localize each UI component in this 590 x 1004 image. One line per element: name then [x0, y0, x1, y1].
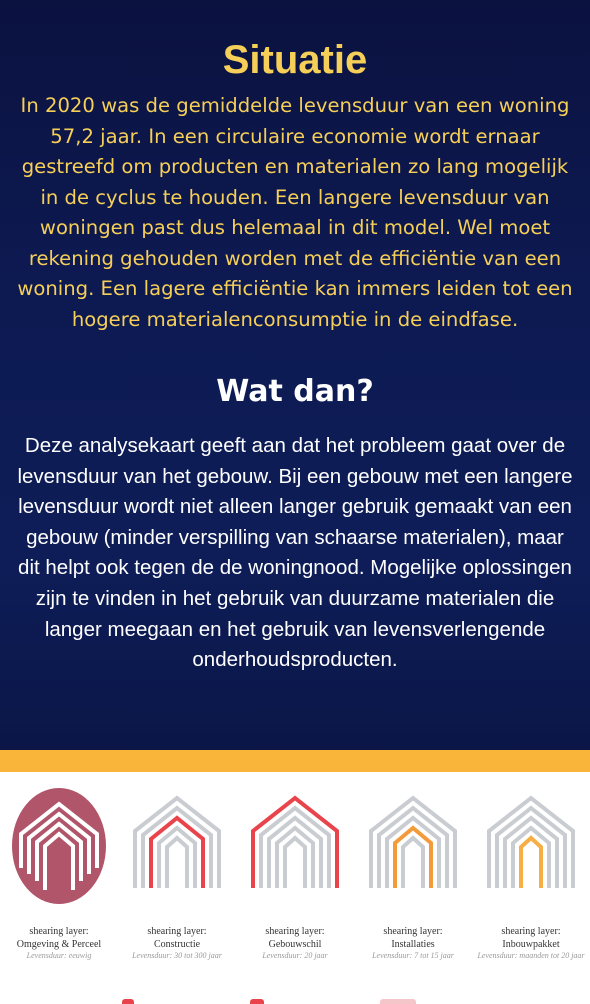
layer-name: Installaties [391, 939, 435, 950]
layer-lifespan: Levensduur: 20 jaar [262, 951, 328, 960]
house-layers-services-icon [363, 786, 463, 906]
shearing-layer-omgeving [0, 786, 118, 961]
wat-dan-paragraph: Deze analysekaart geeft aan dat het probleem gaat over de levensduur van het gebouw. Bij een gebouw met een langere levensduur wordt niet alleen langer gebruik gemaakt van een gebouw (minder verspilling van schaarse materialen), maar dit helpt ook tegen de de woningnood. Mogelijke oplossingen zijn te vinden in het gebruik van duurzame materialen die langer meegaan en het gebruik van levensverlengende onderhoudsproducten. [17, 434, 573, 672]
layer-caption: shearing layer: [383, 926, 443, 937]
bottom-decoration [0, 996, 590, 1004]
shearing-layer-inbouwpakket [472, 786, 590, 961]
house-layers-structure-icon [127, 786, 227, 906]
layer-lifespan: Levensduur: 30 tot 300 jaar [132, 951, 222, 960]
decor-mark [380, 999, 416, 1004]
layer-caption: shearing layer: [265, 926, 325, 937]
house-layers-space-plan-icon [481, 786, 581, 906]
house-layers-site-icon [9, 786, 109, 906]
situatie-paragraph: In 2020 was de gemiddelde levensduur van een woning 57,2 jaar. In een circulaire economie wordt ernaar gestreefd om producten en materialen zo lang mogelijk in de cyclus te houden. Een langere levensduur van woningen past dus helemaal in dit model. Wel moet rekening gehouden worden met de efficiëntie van een woning. Een lagere efficiëntie kan immers leiden tot een hogere materialenconsumptie in de eindfase. [17, 94, 573, 331]
layer-lifespan: Levensduur: maanden tot 20 jaar [477, 951, 585, 960]
situatie-title: Situatie [222, 38, 368, 82]
shearing-layer-constructie [118, 786, 236, 961]
shearing-layer-installaties [354, 786, 472, 961]
layer-name: Omgeving & Perceel [16, 939, 102, 950]
layer-name: Constructie [153, 939, 201, 950]
layer-name: Inbouwpakket [502, 939, 560, 950]
layer-caption: shearing layer: [501, 926, 561, 937]
layer-caption: shearing layer: [29, 926, 89, 937]
accent-band [0, 750, 590, 772]
layer-lifespan: Levensduur: 7 tot 15 jaar [372, 951, 454, 960]
wat-dan-title: Wat dan? [216, 374, 374, 409]
shearing-layer-gebouwschil [236, 786, 354, 961]
decor-mark [122, 999, 134, 1004]
layer-lifespan: Levensduur: eeuwig [26, 951, 92, 960]
house-layers-skin-icon [245, 786, 345, 906]
shearing-layers-strip [0, 772, 590, 1004]
layer-name: Gebouwschil [268, 939, 322, 950]
decor-mark [250, 999, 264, 1004]
layer-caption: shearing layer: [147, 926, 207, 937]
